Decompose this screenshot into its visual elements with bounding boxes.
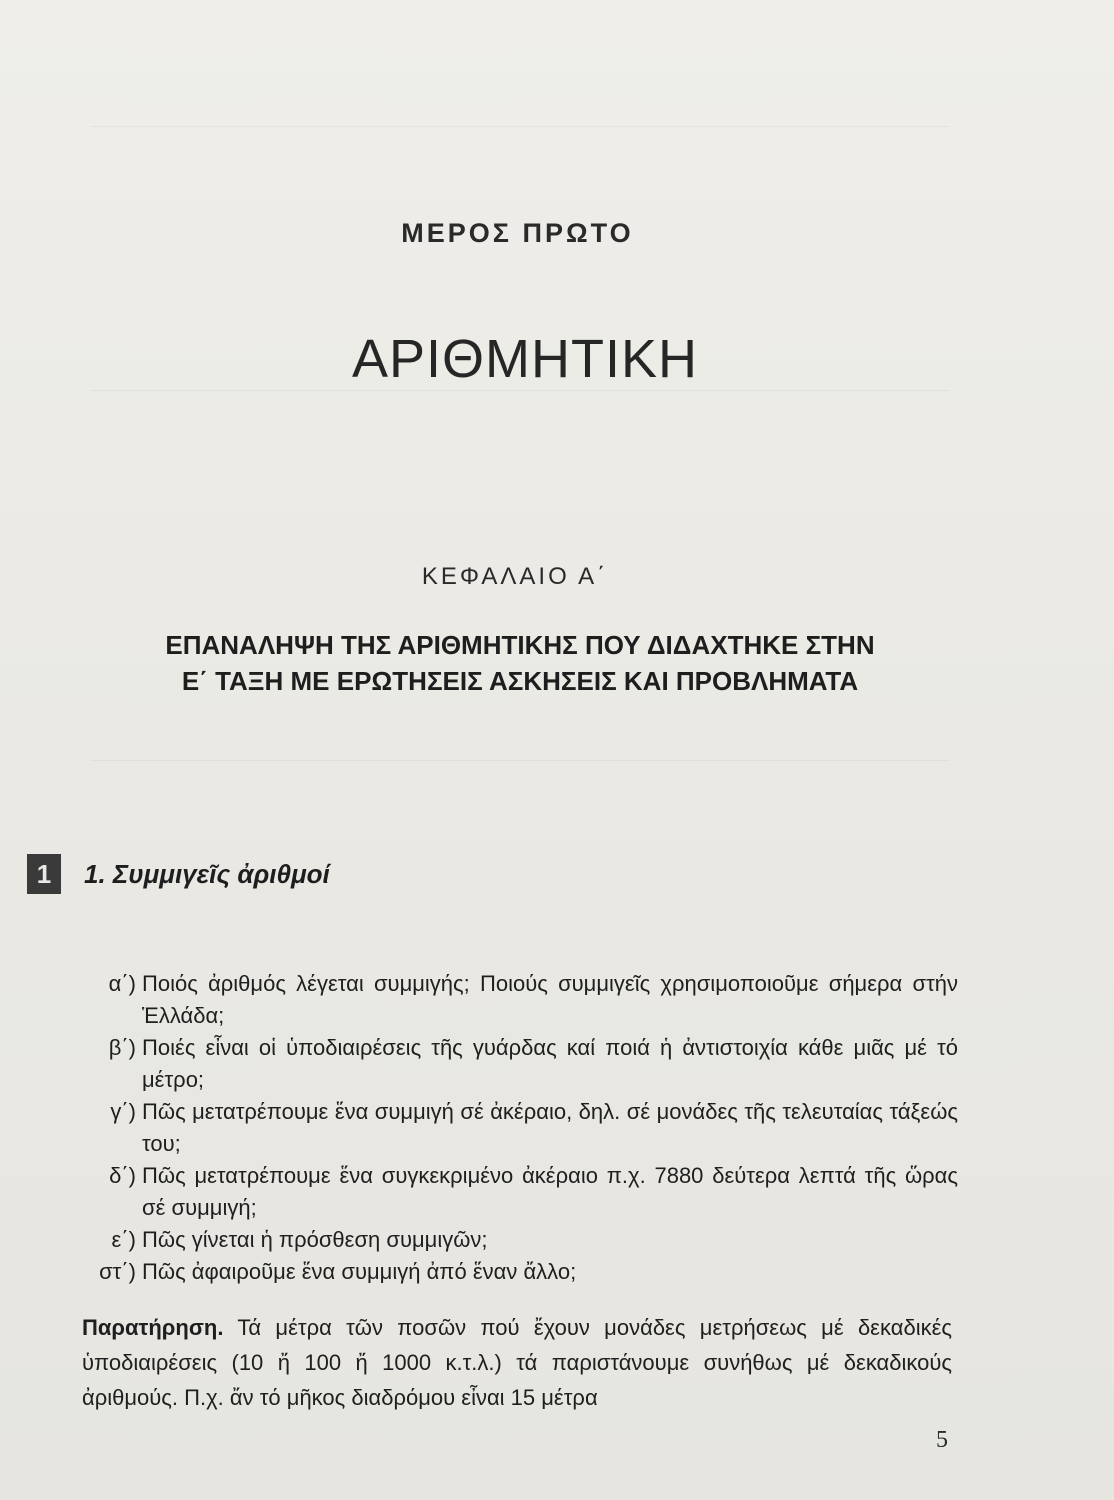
note-label: Παρατήρηση. [82,1315,224,1340]
question-item [78,968,958,1032]
question-label: ε΄) [111,1227,136,1252]
question-label: δ΄) [109,1163,136,1188]
question-text: Πῶς γίνεται ἡ πρόσθεση συμμιγῶν; [142,1227,488,1252]
question-label: β΄) [108,1035,136,1060]
chapter-heading-line: Ε΄ ΤΑΞΗ ΜΕ ΕΡΩΤΗΣΕΙΣ ΑΣΚΗΣΕΙΣ ΚΑΙ ΠΡΟΒΛΗΜΑΤΑ [181,666,859,696]
question-text: Πῶς μετατρέπουμε ἕνα συμμιγή σέ ἀκέραιο, δηλ. σέ μονάδες τῆς τελευταίας τάξεώς του; [142,1099,958,1156]
question-text: Πῶς μετατρέπουμε ἕνα συγκεκριμένο ἀκέραιο π.χ. 7880 δεύτερα λεπτά τῆς ὥρας σέ συμμιγή; [142,1163,958,1220]
show-through-line [90,126,950,127]
note-text: Τά μέτρα τῶν ποσῶν πού ἔχουν μονάδες μετρήσεως μέ δεκαδικές ὑποδιαιρέσεις (10 ἤ 100 ἤ 1000 κ.τ.λ.) τά παριστάνουμε συνήθως μέ δεκαδικούς ἀριθμούς. Π.χ. ἄν τό μῆκος διαδρόμου εἶναι 15 μέτρα [82,1315,952,1410]
question-label: γ΄) [110,1099,136,1124]
question-label: α΄) [108,971,136,996]
part-title: ΜΕΡΟΣ ΠΡΩΤΟ [401,218,634,248]
question-item [78,1256,958,1288]
question-label: στ΄) [99,1259,136,1284]
section-number-marker: 1 [27,854,61,894]
chapter-heading [85,627,955,699]
page-number: 5 [936,1427,948,1453]
chapter-label: ΚΕΦΑΛΑΙΟ Α΄ [421,563,609,590]
note-paragraph [82,1310,952,1415]
question-item [78,1032,958,1096]
question-text: Ποιές εἶναι οἱ ὑποδιαιρέσεις τῆς γυάρδας καί ποιά ἡ ἀντιστοιχία κάθε μιᾶς μέ τό μέτρο; [142,1035,958,1092]
question-item [78,1160,958,1224]
section-title: 1. Συμμιγεῖς ἀριθμοί [84,859,330,889]
show-through-line [90,390,950,391]
question-text: Πῶς ἀφαιροῦμε ἕνα συμμιγή ἀπό ἕναν ἄλλο; [142,1259,577,1284]
show-through-line [90,760,950,761]
chapter-heading-line: ΕΠΑΝΑΛΗΨΗ ΤΗΣ ΑΡΙΘΜΗΤΙΚΗΣ ΠΟΥ ΔΙΔΑΧΤΗΚΕ ΣΤΗΝ [165,630,875,660]
question-item [78,1224,958,1256]
question-list [78,968,958,1288]
book-title: ΑΡΙΘΜΗΤΙΚΗ [351,329,699,389]
question-item [78,1096,958,1160]
question-text: Ποιός ἀριθμός λέγεται συμμιγής; Ποιούς συμμιγεῖς χρησιμοποιοῦμε σήμερα στήν Ἑλλάδα; [142,971,958,1028]
